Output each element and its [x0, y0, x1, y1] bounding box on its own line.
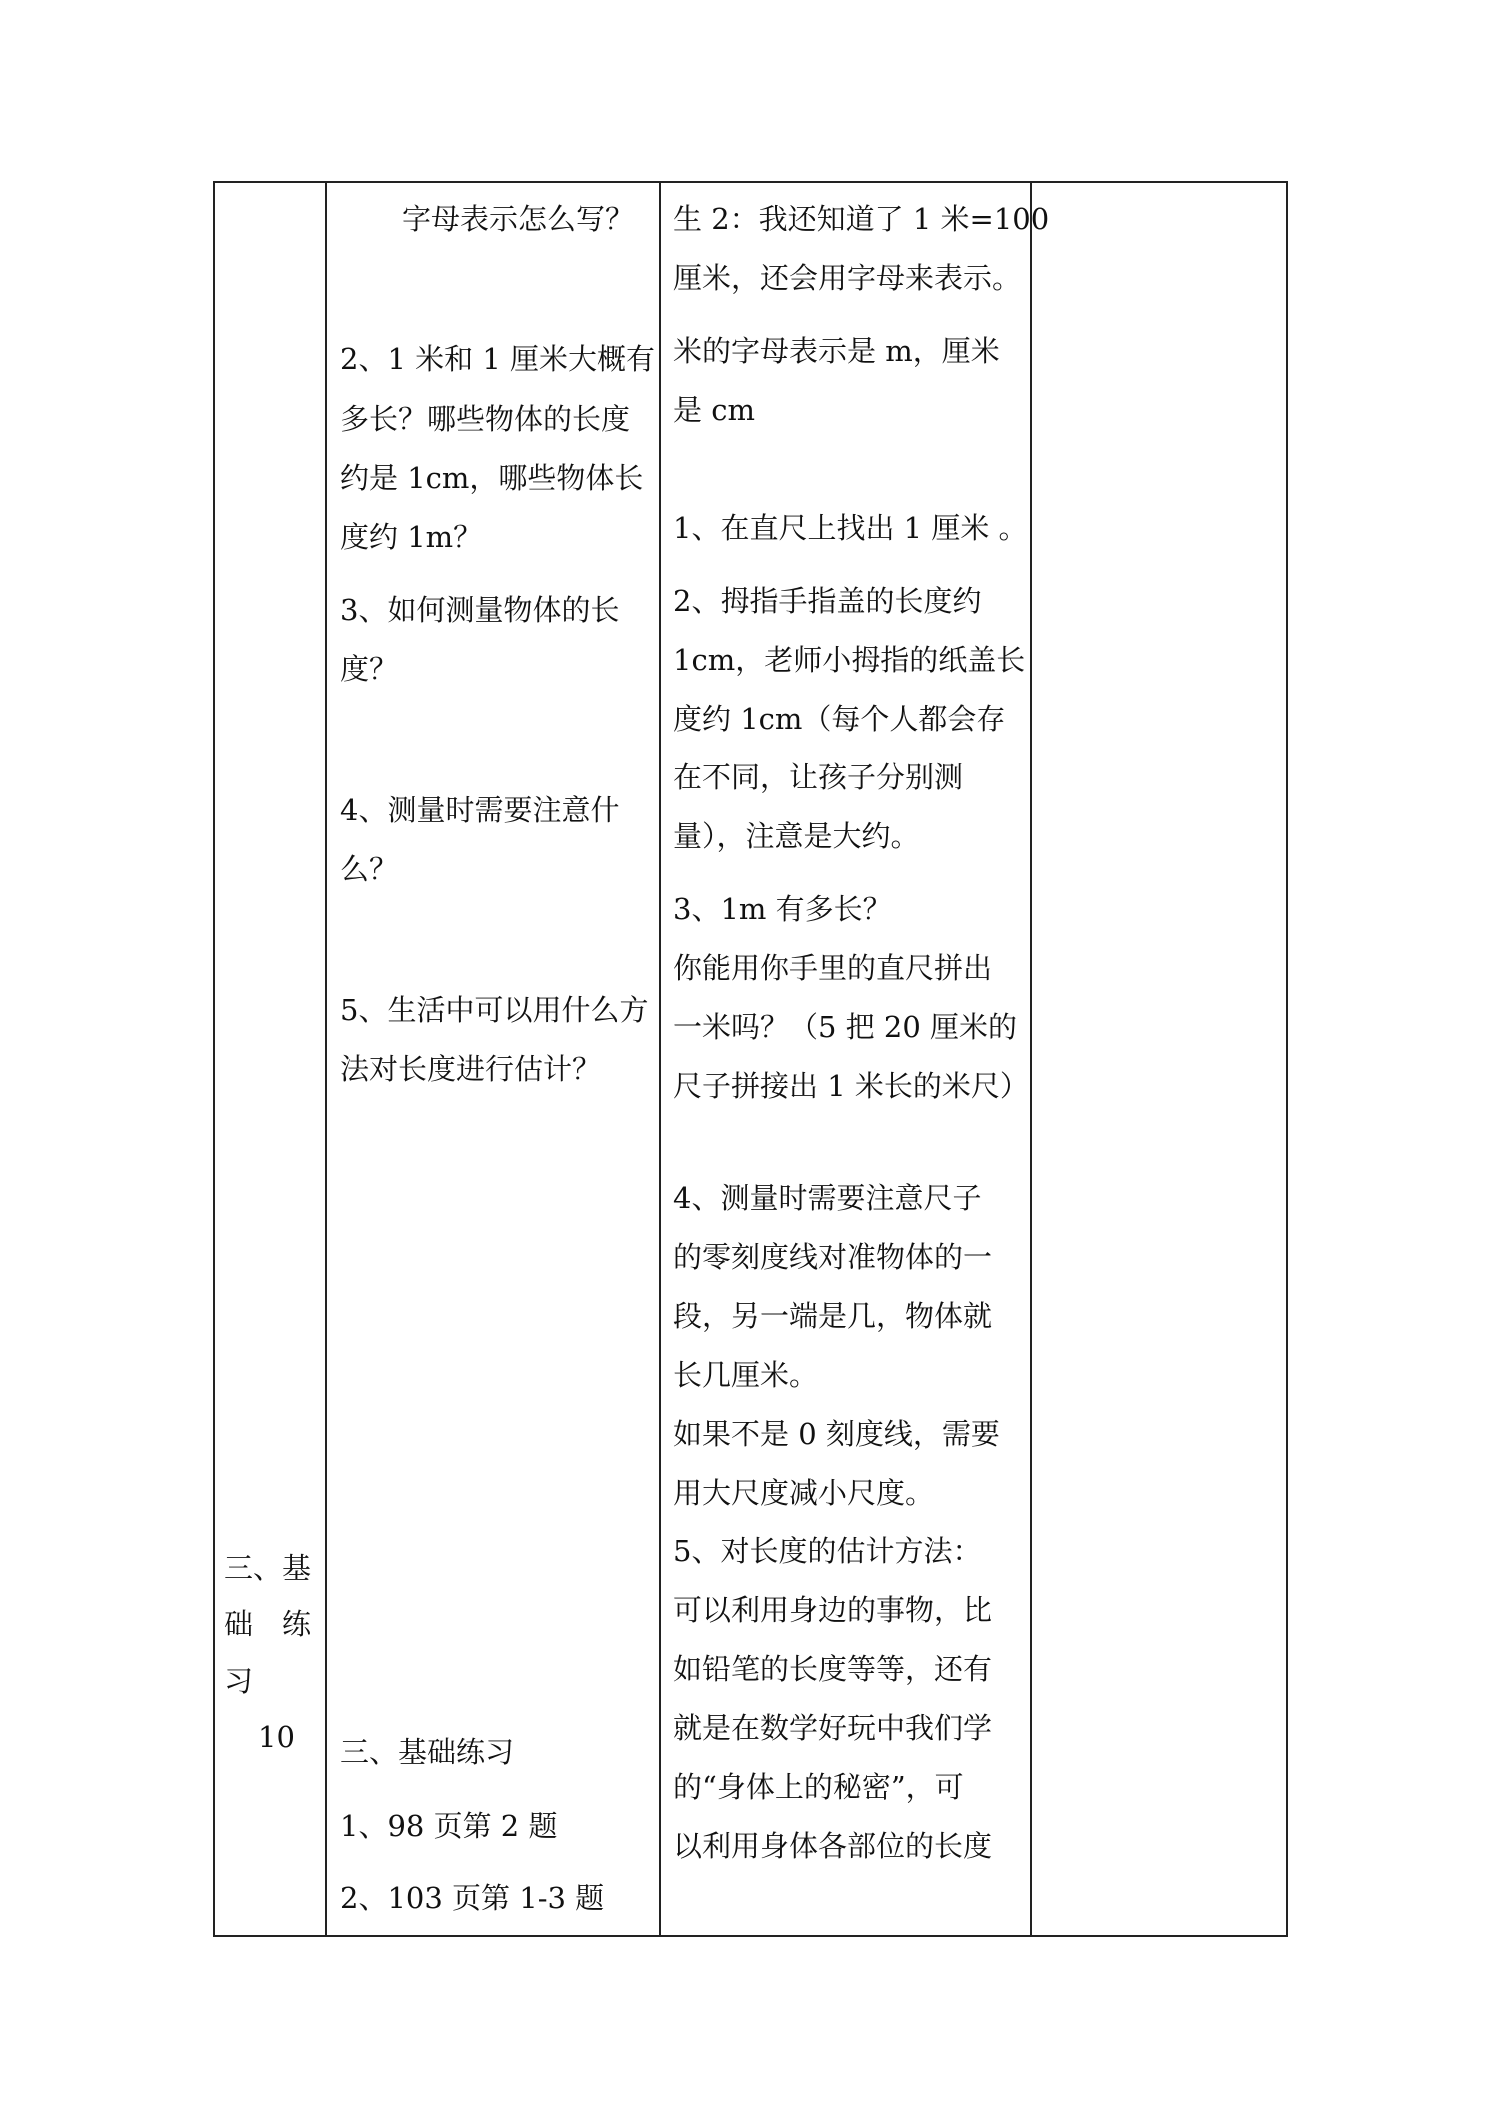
text-line: 量），注意是大约。 — [673, 819, 920, 853]
text-line: 度约 1cm（每个人都会存 — [673, 702, 1006, 736]
text-line: 5、生活中可以用什么方 — [340, 993, 649, 1027]
text-line: 的零刻度线对准物体的一 — [673, 1240, 993, 1274]
text-line: 2、103 页第 1-3 题 — [340, 1881, 605, 1915]
text-line: 1cm，老师小拇指的纸盖长 — [673, 643, 1026, 677]
text-line: 1、98 页第 2 题 — [340, 1809, 558, 1843]
text-line: 生 2：我还知道了 1 米=100 — [673, 202, 1050, 236]
text-line: 段，另一端是几，物体就 — [673, 1299, 993, 1333]
text-line: 可以利用身边的事物，比 — [673, 1593, 993, 1627]
table-border-right — [1286, 181, 1288, 1937]
text-line: 如铅笔的长度等等，还有 — [673, 1652, 993, 1686]
section-label-line: 三、基 — [224, 1551, 312, 1585]
notes-cell — [1032, 183, 1286, 1935]
text-line: 2、1 米和 1 厘米大概有 — [340, 342, 656, 376]
time-value: 10 — [258, 1720, 295, 1754]
text-line: 以利用身体各部位的长度 — [673, 1829, 993, 1863]
text-line: 你能用你手里的直尺拼出 — [673, 951, 993, 985]
text-line: 尺子拼接出 1 米长的米尺） — [673, 1069, 1029, 1103]
text-line: 字母表示怎么写？ — [402, 202, 635, 236]
text-line: 么？ — [340, 852, 399, 886]
text-line: 用大尺度减小尺度。 — [673, 1476, 935, 1510]
text-line: 度？ — [340, 652, 399, 686]
text-line: 的“身体上的秘密”，可 — [673, 1770, 964, 1804]
text-line: 米的字母表示是 m，厘米 — [673, 334, 1000, 368]
text-line: 是 cm — [673, 393, 755, 427]
text-line: 长几厘米。 — [673, 1358, 819, 1392]
column-divider-2 — [659, 181, 661, 1937]
text-line: 3、如何测量物体的长 — [340, 593, 620, 627]
column-divider-1 — [325, 181, 327, 1937]
text-line: 1、在直尺上找出 1 厘米 。 — [673, 511, 1028, 545]
text-line: 4、测量时需要注意什 — [340, 793, 620, 827]
text-line: 约是 1cm，哪些物体长 — [340, 461, 644, 495]
text-line: 3、1m 有多长？ — [673, 892, 892, 926]
text-line: 4、测量时需要注意尺子 — [673, 1181, 982, 1215]
table-border-left — [213, 181, 215, 1937]
text-line: 一米吗？（5 把 20 厘米的 — [673, 1010, 1018, 1044]
text-line: 度约 1m？ — [340, 520, 483, 554]
section-label-line: 础 练 — [224, 1607, 312, 1641]
text-line: 法对长度进行估计？ — [340, 1052, 602, 1086]
text-line: 三、基础练习 — [340, 1735, 515, 1769]
text-line: 在不同，让孩子分别测 — [673, 760, 964, 794]
text-line: 多长？哪些物体的长度 — [340, 402, 631, 436]
text-line: 2、拇指手指盖的长度约 — [673, 584, 982, 618]
text-line: 就是在数学好玩中我们学 — [673, 1711, 993, 1745]
text-line: 5、对长度的估计方法： — [673, 1534, 982, 1568]
text-line: 如果不是 0 刻度线，需要 — [673, 1417, 1000, 1451]
table-border-bottom — [213, 1935, 1288, 1937]
section-label-line: 习 — [224, 1664, 254, 1698]
text-line: 厘米，还会用字母来表示。 — [673, 261, 1022, 295]
